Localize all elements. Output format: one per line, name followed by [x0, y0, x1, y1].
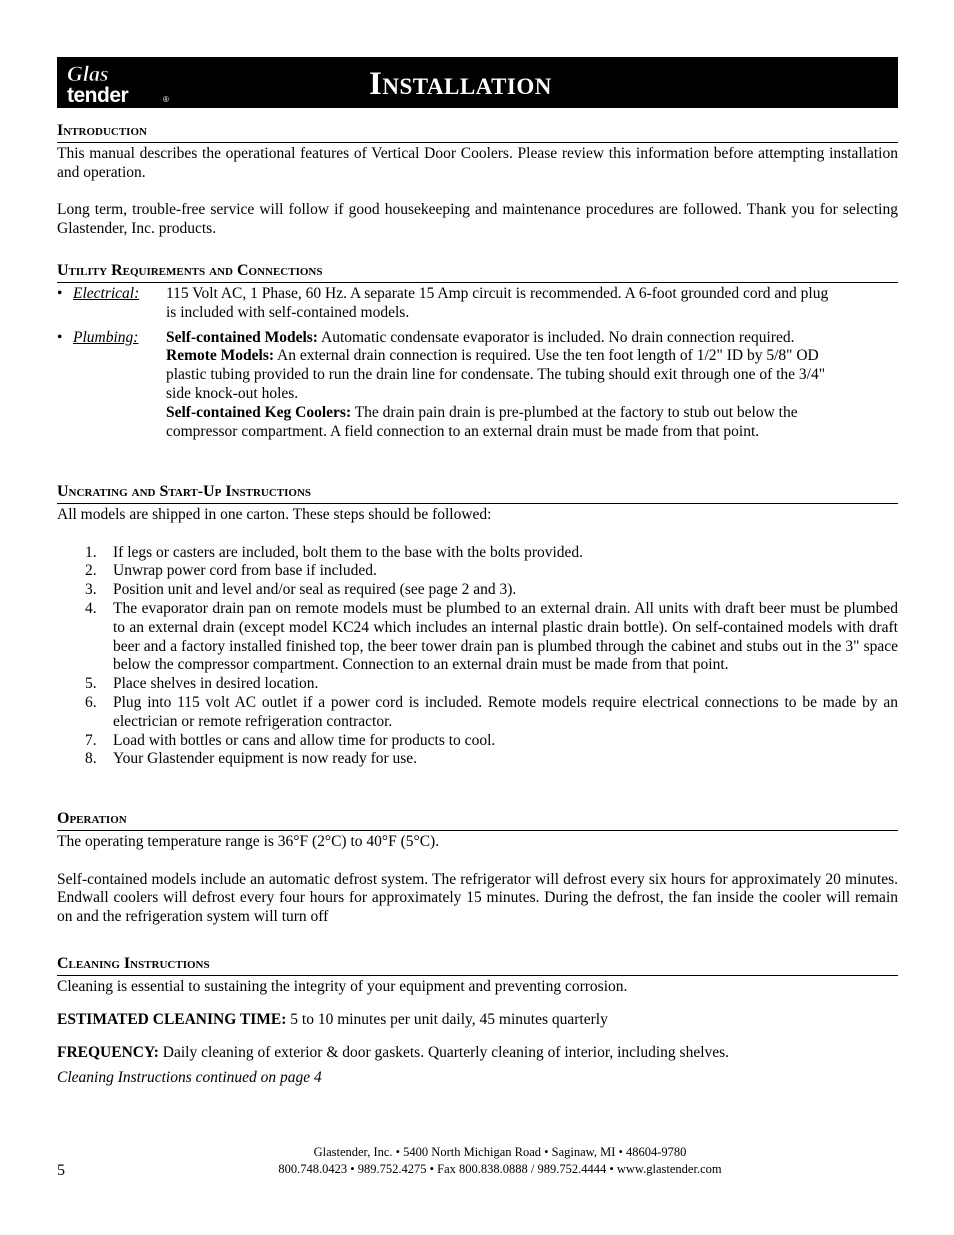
cleaning-frequency-text: Daily cleaning of exterior & door gaskets. Quarterly cleaning of interior, including shelves. — [158, 1043, 730, 1061]
operation-section — [57, 809, 898, 927]
plumbing-label: Plumbing: — [73, 328, 139, 346]
glastender-logo — [63, 61, 173, 105]
cleaning-frequency-label: FREQUENCY: — [57, 1043, 159, 1061]
uncrating-section — [57, 482, 898, 769]
remote-label: Remote Models: — [166, 347, 275, 365]
keg-label: Self-contained Keg Coolers: — [166, 403, 352, 421]
remote-text: An external drain connection is required. Use the ten foot length of 1/2" ID by 5/8" OD plastic tubing provided to run the drain line for condensate. The tubing should exit through one of the 3/4" side knock-out holes. — [166, 347, 826, 402]
cleaning-time — [57, 1011, 898, 1030]
electrical-text: 115 Volt AC, 1 Phase, 60 Hz. A separate 15 Amp circuit is recommended. A 6-foot grounded cord and plug is included with self-contained models. — [166, 285, 829, 321]
electrical-label: Electrical: — [73, 285, 140, 302]
cleaning-heading: Cleaning Instructions — [57, 954, 898, 976]
logo-registered-mark: ® — [163, 95, 169, 104]
list-item: 5. Place shelves in desired location. — [85, 675, 319, 693]
introduction-paragraph: This manual describes the operational features of Vertical Door Coolers. Please review this information before attempting installation and operation. — [57, 145, 898, 181]
cleaning-time-label: ESTIMATED CLEANING TIME: — [57, 1010, 287, 1028]
list-item: 4. The evaporator drain pan on remote models must be plumbed to an external drain. All units with draft beer must be plumbed to an external drain (except model KC24 which includes an internal plastic drain bottle). On self-contained models with draft beer and a factory installed finished top, the beer tower drain pan is plumbed through the cabinet and stubs out in the 3" space below the compressor compartment. Connection to an external drain must be made from that point. — [85, 599, 898, 674]
list-item: 6. Plug into 115 volt AC outlet if a power cord is included. Remote models require electrical connections to be made by an electrician or remote refrigeration contractor. — [85, 693, 898, 730]
operation-paragraph: Self-contained models include an automatic defrost system. The refrigerator will defrost every six hours for approximately 20 minutes. Endwall coolers will defrost every four hours for approximately 15 minutes. During the defrost, the fan inside the cooler will remain on and the refrigeration system will turn off — [57, 870, 898, 926]
electrical-item — [57, 285, 898, 323]
self-contained-text: Automatic condensate evaporator is included. No drain connection required. — [317, 328, 795, 346]
cleaning-intro: Cleaning is essential to sustaining the integrity of your equipment and preventing corrosion. — [57, 978, 628, 995]
operation-paragraph: The operating temperature range is 36°F (2°C) to 40°F (5°C). — [57, 833, 440, 850]
footer-contact: 800.748.0423 • 989.752.4275 • Fax 800.838.0888 / 989.752.4444 • www.glastender.com — [278, 1162, 722, 1176]
list-item: 3. Position unit and level and/or seal as required (see page 2 and 3). — [85, 581, 517, 599]
bullet: • — [57, 285, 63, 302]
list-item: 1. If legs or casters are included, bolt them to the base with the bolts provided. — [85, 543, 584, 561]
uncrating-intro: All models are shipped in one carton. These steps should be followed: — [57, 506, 492, 523]
footer-address: Glastender, Inc. • 5400 North Michigan Road • Saginaw, MI • 48604-9780 — [313, 1145, 687, 1159]
plumbing-item — [57, 329, 898, 442]
page-number: 5 — [57, 1162, 65, 1179]
introduction-section — [57, 121, 898, 239]
start-up-steps — [57, 544, 898, 770]
logo-text-bottom: tender — [67, 84, 129, 105]
logo-text-top: Glas — [67, 61, 109, 86]
list-item: 8. Your Glastender equipment is now ready for use. — [85, 750, 418, 768]
list-item: 2. Unwrap power cord from base if included. — [85, 562, 377, 580]
header-banner — [57, 57, 898, 108]
continued-note: Cleaning Instructions continued on page 4 — [57, 1069, 322, 1087]
page-title: Installation — [369, 66, 552, 102]
cleaning-frequency — [57, 1044, 898, 1063]
introduction-heading: Introduction — [57, 121, 898, 143]
bullet: • — [57, 328, 63, 346]
self-contained-label: Self-contained Models: — [166, 328, 318, 346]
cleaning-time-text: 5 to 10 minutes per unit daily, 45 minutes quarterly — [286, 1010, 608, 1028]
utility-section — [57, 261, 898, 441]
introduction-paragraph: Long term, trouble-free service will follow if good housekeeping and maintenance procedures are followed. Thank you for selecting Glastender, Inc. products. — [57, 201, 898, 238]
cleaning-section — [57, 954, 898, 1088]
keg-text: The drain pain drain is pre-plumbed at the factory to stub out below the compressor compartment. A field connection to an external drain must be made from that point. — [166, 403, 798, 440]
operation-heading: Operation — [57, 809, 898, 831]
uncrating-heading: Uncrating and Start-Up Instructions — [57, 482, 898, 504]
list-item: 7. Load with bottles or cans and allow time for products to cool. — [85, 731, 496, 749]
plumbing-text — [166, 329, 836, 442]
utility-heading: Utility Requirements and Connections — [57, 261, 898, 283]
